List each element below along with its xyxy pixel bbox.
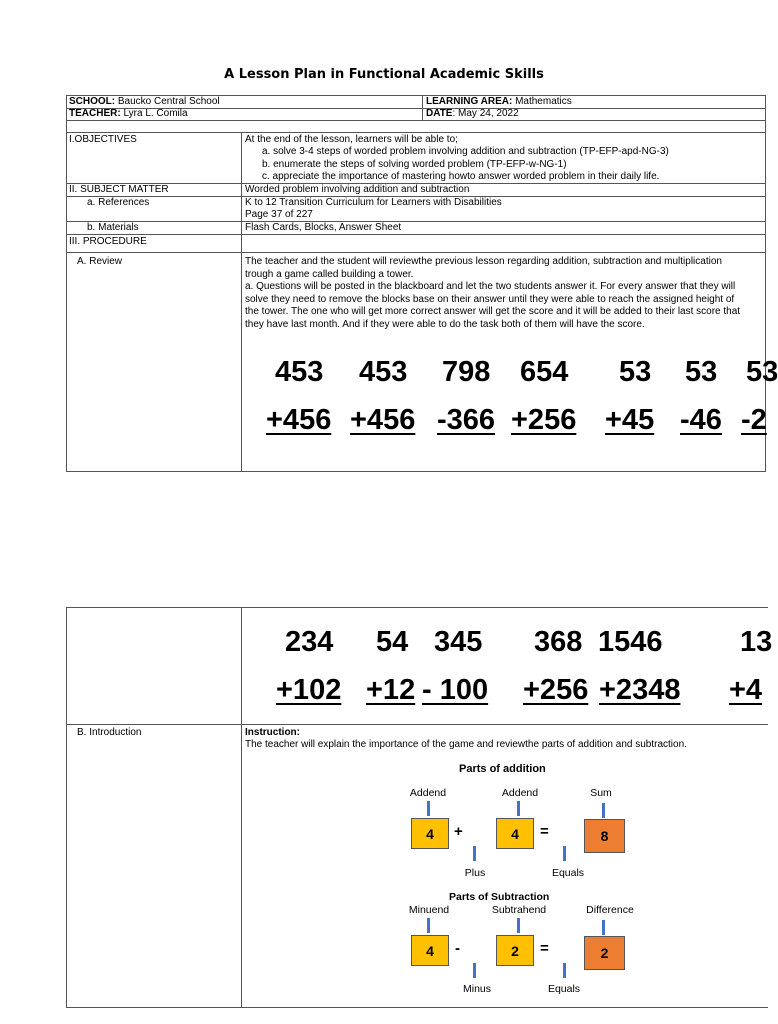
pointer-tick [517,918,520,933]
review-text-2: a. Questions will be posted in the blackboard and let the two students answer it. For every answer that they will solve they need to remove the blocks base on their answer until they were able to reach the assigned height of the tower. The one who will get more correct answer will get the score and it will be added to their last score that they have last month. And if they were able to do the task both of them will have the score. [245,281,741,330]
flashcard-top: 54 [376,626,409,658]
references-line2: Page 37 of 227 [245,209,313,220]
date-value: : May 24, 2022 [452,108,519,119]
pointer-tick [427,801,430,816]
subtraction-title: Parts of Subtraction [449,891,550,903]
difference-label: Difference [586,904,634,916]
references-label: a. References [87,197,150,208]
pointer-tick [473,963,476,978]
objective-item: c. appreciate the importance of mastering howto answer worded problem in their daily life. [262,171,660,182]
pointer-tick [602,920,605,935]
minuend-label: Minuend [408,904,450,916]
equals-label: Equals [551,867,585,879]
objectives-label: I.OBJECTIVES [69,134,137,145]
flashcard-bottom: -366 [437,404,496,436]
school-value: Baucko Central School [117,96,220,107]
materials-label: b. Materials [87,222,139,233]
flashcard-bottom: -46 [680,404,722,436]
flashcard-top: 453 [359,356,408,388]
objective-item: b. enumerate the steps of solving worded problem (TP-EFP-w-NG-1) [262,158,567,170]
plus-sign: + [454,823,463,840]
plus-label: Plus [464,867,486,879]
instruction-label: Instruction: [245,727,300,738]
flashcard-top: 798 [442,356,491,388]
subject-matter-label: II. SUBJECT MATTER [69,184,169,195]
difference-box: 2 [584,936,625,970]
review-label: A. Review [77,256,123,267]
objectives-intro: At the end of the lesson, learners will be able to; [245,134,458,145]
pointer-tick [563,963,566,978]
learning-area-label: LEARNING AREA: [426,96,513,107]
objective-item: a. solve 3-4 steps of worded problem involving addition and subtraction (TP-EFP-apd-NG-3) [262,146,669,157]
addend-label: Addend [501,787,539,799]
teacher-value: Lyra L. Comila [123,108,188,119]
teacher-label: TEACHER: [69,108,121,119]
review-flashcards [241,352,778,452]
learning-area-value: Mathematics [515,96,572,107]
flashcard-top: 1546 [598,626,663,658]
page-title: A Lesson Plan in Functional Academic Skills [224,67,544,82]
review-text: The teacher and the student will reviewthe previous lesson regarding addition, subtraction and multiplication trough a game called building a tower. [245,256,722,280]
school-label: SCHOOL: [69,96,116,107]
flashcard-bottom: +456 [266,404,332,436]
flashcard-top: 368 [534,626,583,658]
flashcard-top: 453 [275,356,324,388]
equals-sign: = [540,940,549,957]
materials-value: Flash Cards, Blocks, Answer Sheet [245,222,402,233]
sum-label: Sum [590,787,612,799]
references-line1: K to 12 Transition Curriculum for Learners with Disabilities [245,197,502,208]
flashcard-bottom: +456 [350,404,416,436]
flashcard-bottom: -2 [741,404,767,436]
pointer-tick [427,918,430,933]
minuend-box: 4 [411,935,449,966]
flashcard-bottom: +4 [729,674,763,706]
flashcard-bottom: +45 [605,404,655,436]
pointer-tick [473,846,476,861]
subject-matter-value: Worded problem involving addition and subtraction [245,184,470,195]
flashcard-bottom: - 100 [422,674,489,706]
flashcard-top: 53 [746,356,778,388]
page2-flashcards [241,622,773,717]
equals-sign: = [540,823,549,840]
introduction-label: B. Introduction [77,727,142,738]
addend-box: 4 [496,818,534,849]
pointer-tick [563,846,566,861]
flashcard-bottom: +102 [276,674,342,706]
addend-label: Addend [409,787,447,799]
minus-label: Minus [462,983,491,995]
pointer-tick [602,803,605,818]
flashcard-top: 13 [740,626,773,658]
subtrahend-box: 2 [496,935,534,966]
objectives-list [262,146,669,184]
minus-sign: - [455,940,460,957]
flashcard-bottom: +2348 [599,674,681,706]
flashcard-top: 53 [685,356,718,388]
flashcard-top: 654 [520,356,569,388]
instruction-text: The teacher will explain the importance of the game and reviewthe parts of addition and subtraction. [245,739,687,750]
equals-label: Equals [547,983,581,995]
flashcard-top: 53 [619,356,652,388]
addition-title: Parts of addition [459,763,546,775]
flashcard-top: 234 [285,626,334,658]
flashcard-bottom: +256 [511,404,577,436]
pointer-tick [517,801,520,816]
flashcard-bottom: +12 [366,674,416,706]
flashcard-bottom: +256 [523,674,589,706]
sum-box: 8 [584,819,625,853]
date-label: DATE [426,108,453,119]
flashcard-top: 345 [434,626,483,658]
subtrahend-label: Subtrahend [491,904,547,916]
addend-box: 4 [411,818,449,849]
procedure-label: III. PROCEDURE [69,236,147,247]
